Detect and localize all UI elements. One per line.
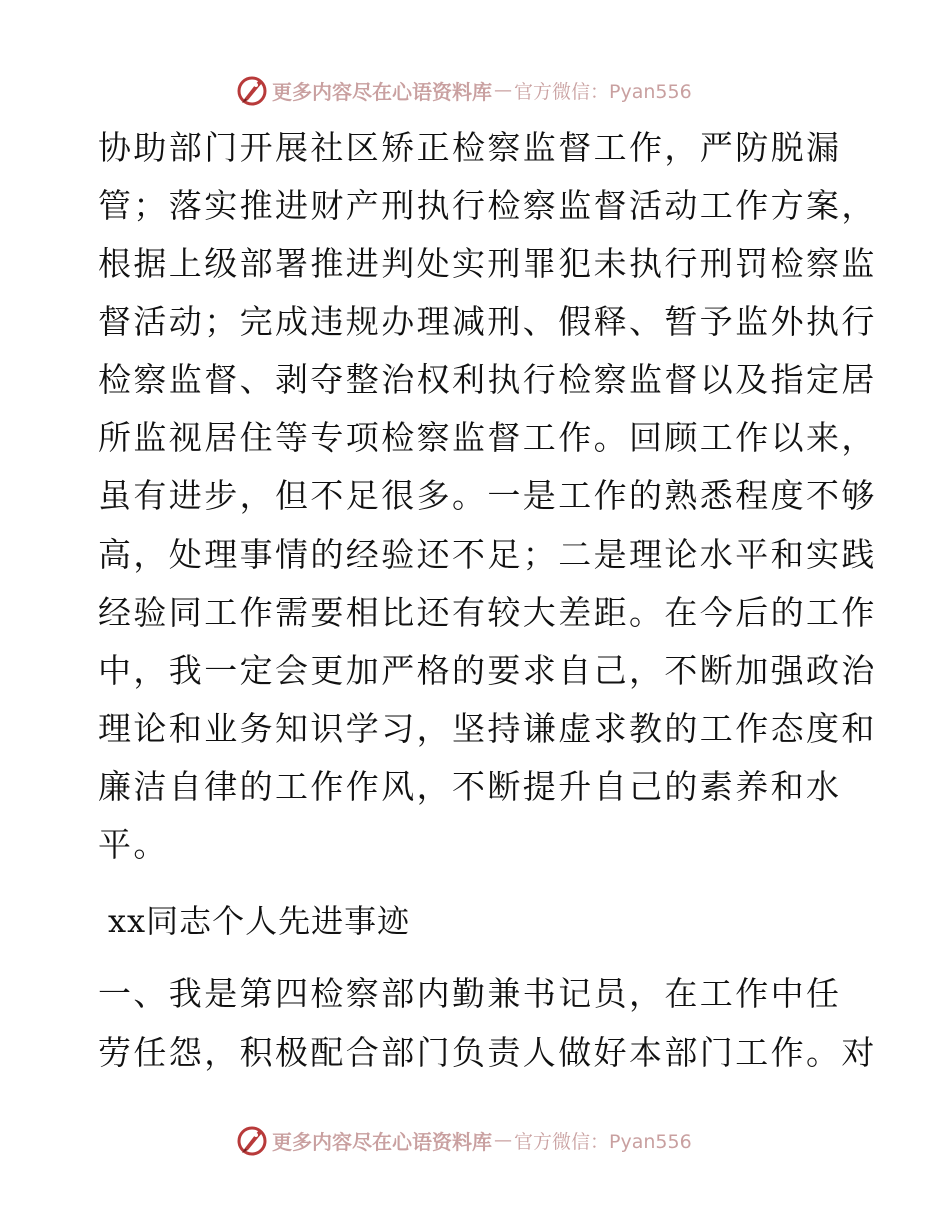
banner-title: 更多内容尽在心语资料库 bbox=[272, 1129, 492, 1154]
section-heading: xx同志个人先进事迹 bbox=[108, 902, 411, 940]
paragraph-line: 所监视居住等专项检察监督工作。回顾工作以来， bbox=[98, 418, 877, 457]
banner-wechat: 官方微信：Pyan556 bbox=[514, 1130, 692, 1153]
quill-pen-logo-icon bbox=[236, 74, 268, 106]
paragraph-line: 经验同工作需要相比还有较大差距。在今后的工作 bbox=[98, 593, 877, 632]
paragraph-line: 根据上级部署推进判处实刑罪犯未执行刑罚检察监 bbox=[98, 244, 877, 283]
section-line: 劳任怨，积极配合部门负责人做好本部门工作。对 bbox=[98, 1033, 877, 1072]
quill-pen-logo-icon bbox=[236, 1124, 268, 1156]
paragraph-line: 平。 bbox=[98, 825, 169, 864]
banner-wechat: 官方微信：Pyan556 bbox=[514, 80, 692, 103]
paragraph-line: 检察监督、剥夺整治权利执行检察监督以及指定居 bbox=[98, 360, 877, 399]
header-watermark-banner bbox=[236, 72, 692, 108]
paragraph-line: 高，处理事情的经验还不足；二是理论水平和实践 bbox=[98, 535, 877, 574]
paragraph-line: 理论和业务知识学习，坚持谦虚求教的工作态度和 bbox=[98, 709, 877, 748]
paragraph-line: 管；落实推进财产刑执行检察监督活动工作方案， bbox=[98, 186, 877, 225]
banner-separator: — bbox=[494, 1129, 512, 1151]
paragraph-line: 协助部门开展社区矫正检察监督工作，严防脱漏 bbox=[98, 128, 842, 167]
banner-title: 更多内容尽在心语资料库 bbox=[272, 79, 492, 104]
paragraph-line: 中，我一定会更加严格的要求自己，不断加强政治 bbox=[98, 651, 877, 690]
footer-watermark-banner bbox=[236, 1122, 692, 1158]
paragraph-line: 虽有进步，但不足很多。一是工作的熟悉程度不够 bbox=[98, 476, 877, 515]
banner-separator: — bbox=[494, 79, 512, 101]
section-line: 一、我是第四检察部内勤兼书记员，在工作中任 bbox=[98, 974, 842, 1013]
paragraph-line: 廉洁自律的工作作风，不断提升自己的素养和水 bbox=[98, 767, 842, 806]
paragraph-line: 督活动；完成违规办理减刑、假释、暂予监外执行 bbox=[98, 302, 877, 341]
